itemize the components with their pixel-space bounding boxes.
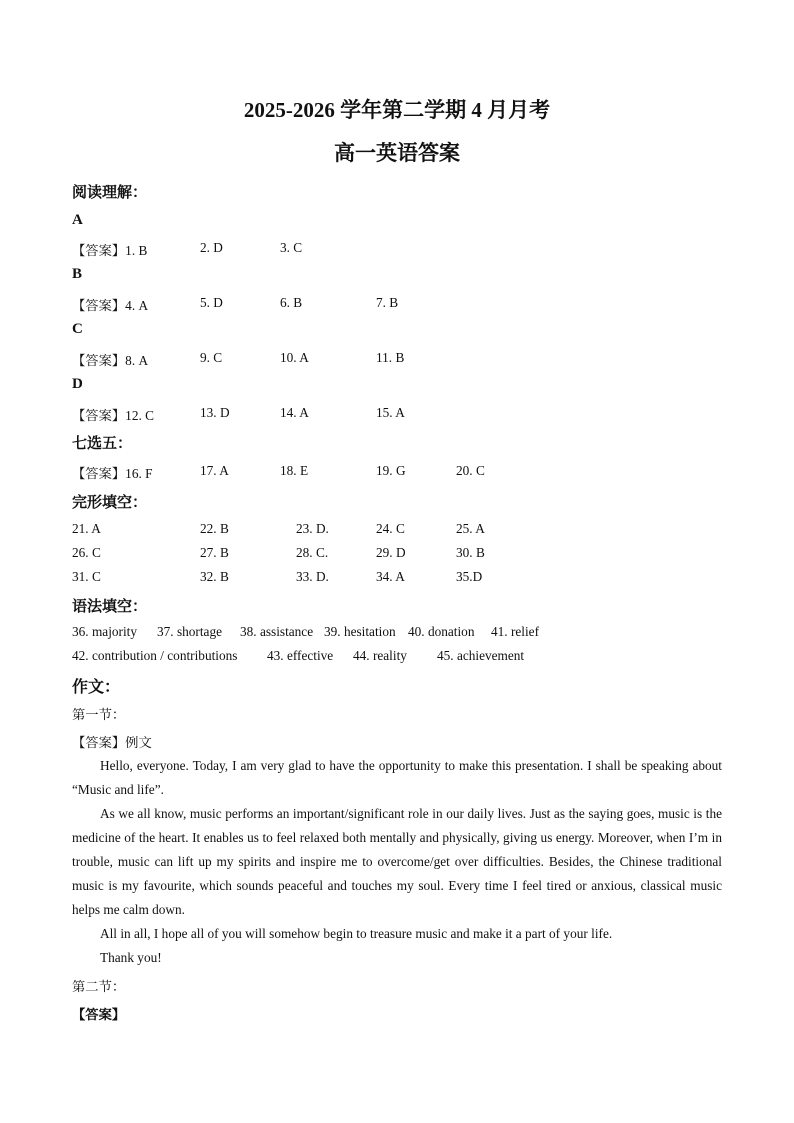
reading-part-letter: B <box>72 266 83 282</box>
page-title: 2025-2026 学年第二学期 4 月月考 <box>243 98 551 122</box>
answer-item: 30. B <box>456 545 485 560</box>
answer-item: 19. G <box>376 463 406 478</box>
answer-item: 9. C <box>200 350 223 365</box>
answer-item: 24. C <box>376 521 405 536</box>
seven-five-heading: 七选五： <box>72 436 133 452</box>
cloze-heading: 完形填空： <box>72 495 148 511</box>
grammar-heading: 语法填空： <box>72 599 148 615</box>
essay-paragraph: All in all, I hope all of you will somehow begin to treasure music and make it a part of your life. <box>100 926 613 941</box>
answer-item: 42. contribution / contributions <box>72 648 238 663</box>
answer-item: 20. C <box>456 463 485 478</box>
answer-item: 37. shortage <box>157 624 222 639</box>
answer-item: 32. B <box>200 569 229 584</box>
answer-item: 25. A <box>456 521 485 536</box>
answer-item: 27. B <box>200 545 229 560</box>
answer-item: 6. B <box>280 295 303 310</box>
answer-item: 17. A <box>200 463 229 478</box>
section-label: 第一节： <box>72 707 126 722</box>
answer-item: 33. D. <box>296 569 329 584</box>
section-label: 第二节： <box>72 979 126 994</box>
answer-item: 10. A <box>280 350 309 365</box>
answer-item: 21. A <box>72 521 101 536</box>
answer-item: 36. majority <box>72 624 137 639</box>
answer-item: 41. relief <box>491 624 539 639</box>
answer-item: 44. reality <box>353 648 407 663</box>
answer-item: 31. C <box>72 569 101 584</box>
writing-heading: 作文： <box>72 679 121 696</box>
page-subtitle: 高一英语答案 <box>334 141 460 165</box>
answer-item: 22. B <box>200 521 229 536</box>
reading-part-letter: C <box>72 321 83 337</box>
answer-item: 29. D <box>376 545 406 560</box>
answer-item: 28. C. <box>296 545 329 560</box>
answer-item: 15. A <box>376 405 405 420</box>
answer-label: 【答案】 <box>72 1007 126 1022</box>
essay-paragraph: Hello, everyone. Today, I am very glad to have the opportunity to make this presentation. I shall be speaking about “Music and life”. <box>72 758 722 797</box>
answer-item: 23. D. <box>296 521 329 536</box>
answer-item: 39. hesitation <box>324 624 396 639</box>
answer-item: 11. B <box>376 350 405 365</box>
answer-item: 2. D <box>200 240 223 255</box>
answer-item: 43. effective <box>267 648 334 663</box>
answer-item: 【答案】8. A <box>72 353 149 368</box>
answer-item: 26. C <box>72 545 101 560</box>
answer-item: 14. A <box>280 405 309 420</box>
reading-heading: 阅读理解： <box>72 185 148 201</box>
answer-item: 【答案】4. A <box>72 298 149 313</box>
answer-item: 18. E <box>280 463 309 478</box>
answer-item: 35.D <box>456 569 483 584</box>
answer-item: 3. C <box>280 240 303 255</box>
essay-paragraph: As we all know, music performs an important/significant role in our daily lives. Just as the saying goes, music is the medicine of the heart. It enables us to feel relaxed both mentally and physically, giving us energy. Moreover, when I’m in trouble, music can lift up my spirits and inspire me to overcome/get over difficulties. Besides, the Chinese traditional music is my favourite, which sounds peaceful and touches my soul. Every time I feel tired or anxious, classical music helps me calm down. <box>72 806 722 917</box>
answer-item: 【答案】16. F <box>72 466 153 481</box>
answer-item: 13. D <box>200 405 230 420</box>
answer-item: 40. donation <box>408 624 475 639</box>
reading-part-letter: D <box>72 376 83 392</box>
answer-item: 34. A <box>376 569 405 584</box>
answer-item: 38. assistance <box>240 624 314 639</box>
essay-paragraph: Thank you! <box>100 950 162 965</box>
reading-part-letter: A <box>72 212 83 228</box>
answer-label: 【答案】例文 <box>72 735 152 750</box>
answer-item: 5. D <box>200 295 223 310</box>
answer-item: 7. B <box>376 295 399 310</box>
answer-item: 【答案】1. B <box>72 243 148 258</box>
answer-item: 45. achievement <box>437 648 525 663</box>
answer-item: 【答案】12. C <box>72 408 155 423</box>
